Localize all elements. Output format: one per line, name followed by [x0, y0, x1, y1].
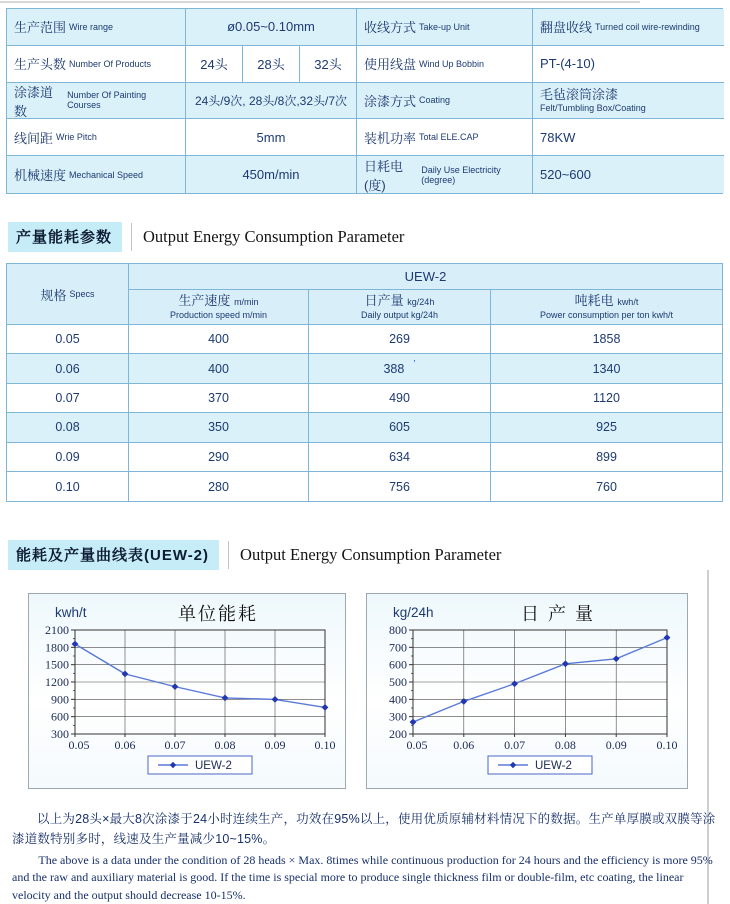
- y-tick-label: 2100: [45, 623, 69, 637]
- y-tick-label: 800: [389, 623, 407, 637]
- x-tick-label: 0.06: [114, 738, 136, 752]
- series-line: [413, 638, 667, 722]
- spec-value-wire-range: ø0.05~0.10mm: [186, 9, 357, 46]
- spec-value-take-up-unit: 翻盘收线 Turned coil wire-rewinding: [533, 9, 724, 46]
- heads-24: 24头: [186, 46, 243, 82]
- table-cell-speed: 290: [129, 443, 309, 472]
- table-cell-spec: 0.08: [7, 413, 129, 442]
- chart-unit-label: kg/24h: [393, 605, 434, 620]
- data-point-marker: [122, 671, 129, 678]
- footer-note-en: The above is a data under the condition of 28 heads × Max. 8times while continuous production for 24 hours and the efficiency is more 95% and the raw and auxiliary material is good. If the time is special more to produce single thickness film or double-film, etc coating, the linear velocity and the output should decrease 10-15%.: [12, 853, 713, 902]
- y-tick-label: 900: [51, 692, 69, 707]
- data-point-marker: [562, 660, 569, 667]
- x-tick-label: 0.08: [554, 738, 576, 752]
- y-tick-label: 200: [389, 727, 407, 741]
- data-point-marker: [272, 696, 279, 703]
- legend-label: UEW-2: [195, 760, 232, 772]
- spec-value-coating: 毛毡滚筒涂漆 Felt/Tumbling Box/Coating: [533, 83, 724, 120]
- x-tick-label: 0.07: [504, 738, 526, 752]
- spec-label-number-of-products: 生产头数 Number Of Products: [7, 46, 186, 83]
- table-cell-speed: 400: [129, 325, 309, 354]
- col-header-production-speed: 生产速度 m/min Production speed m/min: [129, 290, 309, 325]
- chart-unit-label: kwh/t: [55, 605, 87, 620]
- spec-label-mechanical-speed: 机械速度 Mechanical Speed: [7, 156, 186, 193]
- spec-value-mechanical-speed: 450m/min: [186, 156, 357, 193]
- unit-energy-chart-panel: [28, 593, 346, 789]
- section2-divider: [228, 541, 229, 569]
- data-point-marker: [322, 704, 329, 711]
- table-cell-speed: 370: [129, 384, 309, 413]
- table-cell-speed: 280: [129, 472, 309, 501]
- section2-title-en: Output Energy Consumption Parameter: [240, 545, 502, 564]
- y-tick-label: 1800: [45, 640, 69, 655]
- heads-split: [186, 46, 356, 82]
- spec-label-coating: 涂漆方式 Coating: [357, 83, 533, 120]
- table-cell-output: 605: [309, 413, 491, 442]
- section1-divider: [131, 223, 132, 251]
- table-cell-output: 269: [309, 325, 491, 354]
- spec-value-wire-pitch: 5mm: [186, 119, 357, 156]
- spec-value-daily-electricity: 520~600: [533, 156, 724, 193]
- chart-title: 单位能耗: [178, 604, 258, 624]
- col-header-specs: 规格 Specs: [7, 264, 129, 325]
- spec-value-total-ele-cap: 78KW: [533, 119, 724, 156]
- page-edge-artifact-top: [0, 1, 640, 3]
- section-header-curve-charts: [8, 540, 501, 570]
- footer-notes: [12, 809, 720, 904]
- table-cell-speed: 400: [129, 354, 309, 383]
- x-tick-label: 0.10: [314, 738, 336, 752]
- table-cell-power: 899: [491, 443, 722, 472]
- data-point-marker: [172, 683, 179, 690]
- y-tick-label: 1500: [45, 657, 69, 672]
- x-tick-label: 0.08: [214, 738, 236, 752]
- section1-title-en: Output Energy Consumption Parameter: [143, 227, 405, 246]
- unit-energy-chart: [29, 594, 345, 788]
- table-cell-power: 1120: [491, 384, 722, 413]
- y-tick-label: 300: [51, 727, 69, 741]
- table-cell-spec: 0.07: [7, 384, 129, 413]
- table-cell-output: 388 ’: [309, 354, 491, 383]
- table-cell-speed: 350: [129, 413, 309, 442]
- x-tick-label: 0.05: [68, 738, 90, 752]
- y-tick-label: 600: [51, 709, 69, 724]
- table-cell-power: 1858: [491, 325, 722, 354]
- spec-value-wind-up-bobbin: PT-(4-10): [533, 46, 724, 83]
- x-tick-label: 0.06: [453, 738, 475, 752]
- spec-label-daily-electricity: 日耗电(度) Daily Use Electricity (degree): [357, 156, 533, 193]
- spec-value-number-of-products: [186, 46, 357, 83]
- spec-label-wire-range: 生产范围 Wire range: [7, 9, 186, 46]
- chart-title: 日 产 量: [520, 604, 596, 624]
- x-tick-label: 0.07: [164, 738, 186, 752]
- data-point-marker: [613, 655, 620, 662]
- machine-spec-table: [6, 8, 723, 194]
- heads-32: 32头: [314, 57, 342, 73]
- table-cell-power: 1340: [491, 354, 722, 383]
- footer-note-zh: 以上为28头×最大8次涂漆于24小时连续生产，功效在95%以上，使用优质原辅材料情况下的数据。生产单厚膜或双膜等涂漆道数特别多时，线速及生产量减少10~15%。: [12, 812, 716, 846]
- series-line: [75, 644, 325, 707]
- daily-output-chart-panel: [366, 593, 688, 789]
- table-cell-power: 760: [491, 472, 722, 501]
- y-tick-label: 300: [389, 709, 407, 724]
- y-tick-label: 600: [389, 657, 407, 672]
- y-tick-label: 500: [389, 675, 407, 689]
- table-cell-spec: 0.05: [7, 325, 129, 354]
- spec-label-total-ele-cap: 装机功率 Total ELE.CAP: [357, 119, 533, 156]
- legend-label: UEW-2: [535, 760, 572, 772]
- section1-title-zh: 产量能耗参数: [8, 222, 122, 252]
- y-tick-label: 700: [389, 640, 407, 655]
- section-header-output-params: [8, 222, 404, 252]
- table-cell-output: 756: [309, 472, 491, 501]
- data-point-marker: [410, 719, 417, 726]
- data-point-marker: [664, 634, 671, 641]
- spec-label-wind-up-bobbin: 使用线盘 Wind Up Bobbin: [357, 46, 533, 83]
- table-cell-spec: 0.10: [7, 472, 129, 501]
- col-header-power-consumption: 吨耗电 kwh/t Power consumption per ton kwh/t: [491, 290, 722, 325]
- spec-label-wire-pitch: 线间距 Wrie Pitch: [7, 119, 186, 156]
- data-point-marker: [511, 680, 518, 687]
- col-header-daily-output: 日产量 kg/24h Daily output kg/24h: [309, 290, 491, 325]
- table-cell-output: 634: [309, 443, 491, 472]
- y-tick-label: 1200: [45, 675, 69, 689]
- col-group-header-uew2: UEW-2: [129, 264, 722, 290]
- table-cell-spec: 0.06: [7, 354, 129, 383]
- x-tick-label: 0.09: [264, 738, 286, 752]
- x-tick-label: 0.10: [656, 738, 678, 752]
- table-cell-power: 925: [491, 413, 722, 442]
- data-point-marker: [222, 694, 229, 701]
- data-point-marker: [460, 698, 467, 705]
- table-cell-spec: 0.09: [7, 443, 129, 472]
- heads-28: 28头: [243, 46, 300, 82]
- spec-label-take-up-unit: 收线方式 Take-up Unit: [357, 9, 533, 46]
- daily-output-chart: [367, 594, 687, 788]
- spec-value-painting-courses: 24头/9次, 28头/8次,32头/7次: [186, 83, 357, 120]
- section2-title-zh: 能耗及产量曲线表(UEW-2): [8, 540, 219, 570]
- spec-label-painting-courses: 涂漆道数 Number Of Painting Courses: [7, 83, 186, 120]
- x-tick-label: 0.09: [605, 738, 627, 752]
- data-point-marker: [72, 641, 79, 648]
- output-energy-table: [6, 263, 723, 502]
- y-tick-label: 400: [389, 692, 407, 707]
- table-cell-output: 490: [309, 384, 491, 413]
- stray-ink-mark: ’: [413, 359, 416, 371]
- x-tick-label: 0.05: [406, 738, 428, 752]
